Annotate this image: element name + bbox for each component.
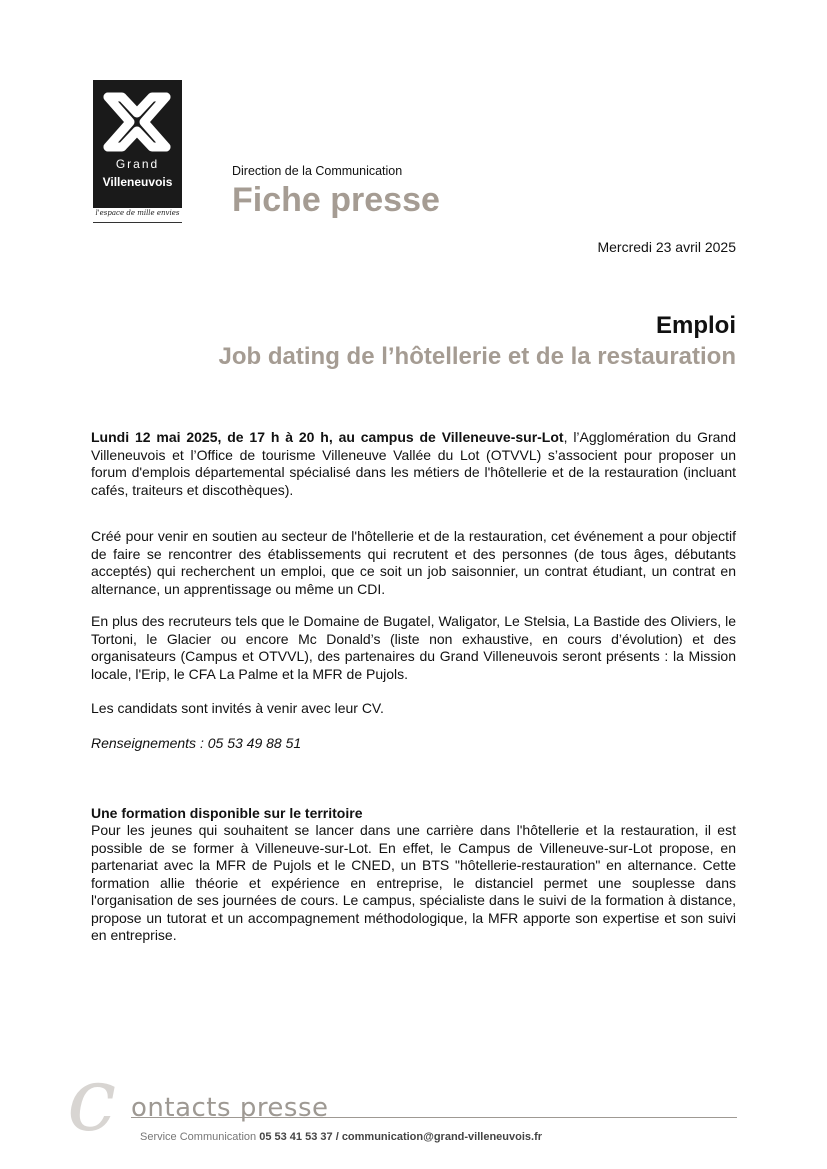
- contacts-presse-label: ontacts presse: [131, 1093, 329, 1123]
- logo-badge: [93, 80, 182, 208]
- subheading-formation: Une formation disponible sur le territoire: [91, 805, 363, 821]
- paragraph-formation: Pour les jeunes qui souhaitent se lancer dans une carrière dans l'hôtellerie et la restauration, il est possible de se former à Villeneuve-sur-Lot. En effet, le Campus de Villeneuve-sur-Lot propose, en partenariat avec la MFR de Pujols et le CNED, un BTS "hôtellerie-restauration" en alternance. Cette formation allie théorie et expérience en entreprise, le distanciel permet une souplesse dans l'organisation de ses journées de cours. Le campus, spécialiste dans le suivi de la formation à distance, propose un tutorat et un accompagnement méthodologique, la MFR apporte son expertise et son suivi en entreprise.: [91, 822, 736, 943]
- section-heading: Emploi: [655, 312, 736, 339]
- paragraph-cv: Les candidats sont invités à venir avec leur CV.: [91, 700, 384, 716]
- footer-separator: /: [335, 1131, 339, 1143]
- footer-divider: [131, 1117, 737, 1118]
- logo-cross-icon: [102, 89, 172, 155]
- lead-bold-text: Lundi 12 mai 2025, de 17 h à 20 h, au campus de Villeneuve-sur-Lot: [91, 429, 564, 445]
- service-phone: 05 53 41 53 37: [259, 1131, 333, 1143]
- grand-villeneuvois-logo: [93, 80, 183, 225]
- logo-underline: [93, 222, 182, 223]
- info-phone: Renseignements : 05 53 49 88 51: [91, 735, 302, 751]
- logo-text-grand: Grand: [115, 157, 160, 171]
- logo-text-villeneuvois: Villeneuvois: [102, 175, 173, 189]
- publication-date: Mercredi 23 avril 2025: [597, 239, 736, 255]
- article-title: Job dating de l’hôtellerie et de la restauration: [218, 343, 736, 370]
- paragraph-purpose: Créé pour venir en soutien au secteur de l'hôtellerie et de la restauration, cet événement a pour objectif de faire se rencontrer des établissements qui recrutent et des personnes (de tous âges, débutants acceptés) qui recherchent un emploi, que ce soit un job saisonnier, un contrat étudiant, un contrat en alternance, un apprentissage ou même un CDI.: [91, 528, 736, 597]
- paragraph-recruiters: En plus des recruteurs tels que le Domaine de Bugatel, Waligator, Le Stelsia, La Bastide des Oliviers, le Tortoni, le Glacier ou encore Mc Donald’s (liste non exhaustive, en cours d’évolution) et des organisateurs (Campus et OTVVL), des partenaires du Grand Villeneuvois seront présents : la Mission locale, l'Erip, le CFA La Palme et la MFR de Pujols.: [91, 613, 736, 682]
- service-label: Service Communication: [140, 1131, 257, 1143]
- lead-text: , l’Agglomération du Grand Villeneuvois et l’Office de tourisme Villeneuve Vallée du Lot (OTVVL) s’associent pour proposer un forum d'emplois départemental spécialisé dans les métiers de l'hôtellerie et de la restauration (incluant cafés, traiteurs et discothèques).: [91, 429, 736, 498]
- service-email-link[interactable]: communication@grand-villeneuvois.fr: [341, 1131, 543, 1143]
- footer-contact-line: [140, 1131, 542, 1143]
- department-label: Direction de la Communication: [232, 164, 403, 178]
- logo-slogan: l'espace de mille envies: [95, 209, 180, 217]
- contacts-initial-letter: c: [67, 1048, 117, 1151]
- document-type-title: Fiche presse: [232, 181, 440, 219]
- lead-paragraph: [91, 429, 736, 499]
